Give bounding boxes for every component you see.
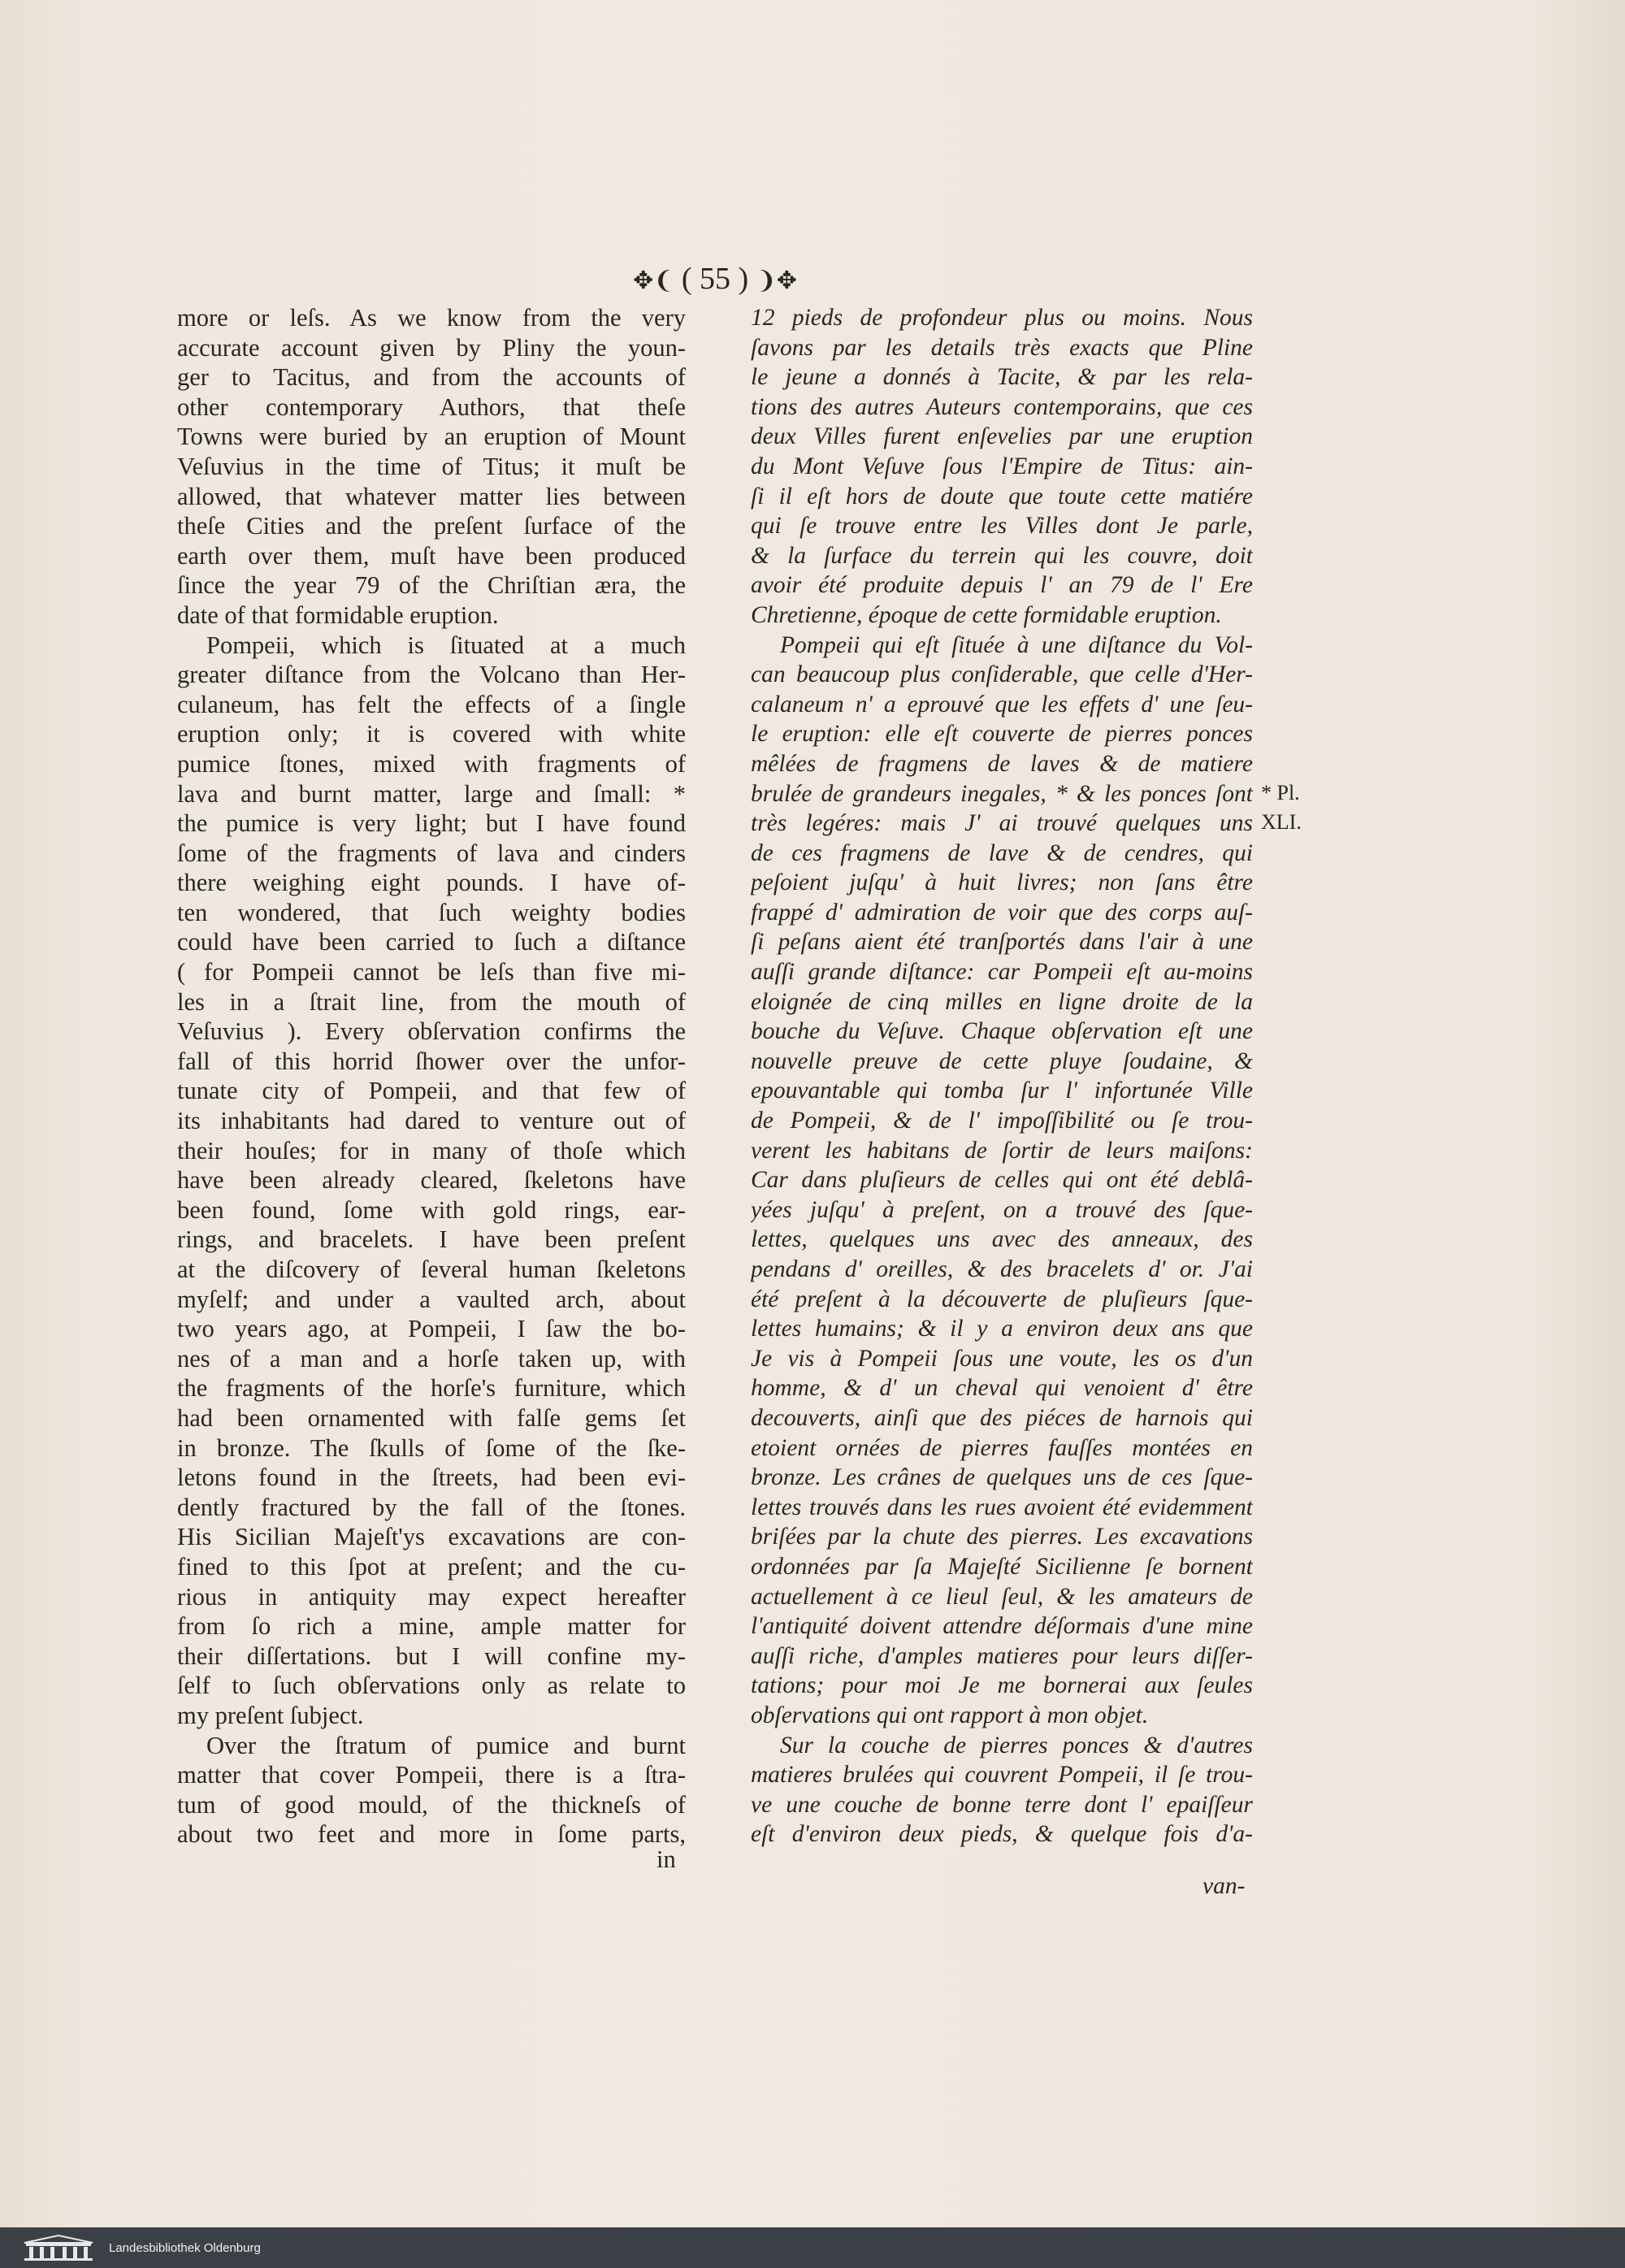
text-line: more or leſs. As we know from the very <box>177 304 686 332</box>
text-line: at the diſcovery of ſeveral human ſkeletons <box>177 1255 686 1283</box>
text-line: my preſent ſubject. <box>177 1701 364 1729</box>
text-line: epouvantable qui tomba ſur l' infortunée Ville <box>751 1078 1253 1104</box>
text-line: très legéres: mais J' ai trouvé quelques uns <box>751 810 1253 837</box>
plate-reference-line2: XLI. <box>1261 810 1302 834</box>
text-line: Pompeii, which is ſituated at a much <box>206 631 686 659</box>
text-line: été preſent à la découverte de pluſieurs ſque- <box>751 1286 1253 1312</box>
text-line: ſince the year 79 of the Chriſtian æra, the <box>177 571 686 600</box>
page-number: ( 55 ) <box>681 262 749 296</box>
text-line: rings, and bracelets. I have been preſent <box>177 1225 686 1254</box>
text-line: about two feet and more in ſome parts, <box>177 1820 686 1849</box>
text-line: obſervations qui ont rapport à mon objet. <box>751 1702 1149 1728</box>
text-line: 12 pieds de profondeur plus ou moins. Nous <box>751 305 1253 331</box>
text-line: ſome of the fragments of lava and cinders <box>177 839 686 867</box>
text-line: tations; pour moi Je me bornerai aux ſeules <box>751 1672 1253 1699</box>
text-line: letons found in the ſtreets, had been evi- <box>177 1464 686 1492</box>
text-line: other contemporary Authors, that theſe <box>177 392 686 421</box>
text-line: Towns were buried by an eruption of Mount <box>177 423 686 451</box>
text-line: decouverts, ainſi que des piéces de harnois qui <box>751 1404 1253 1431</box>
text-line: ger to Tacitus, and from the accounts of <box>177 363 686 392</box>
french-catchword: van- <box>1202 1873 1246 1899</box>
text-line: Veſuvius in the time of Titus; it muſt be <box>177 452 686 480</box>
text-line: Veſuvius ). Every obſervation confirms the <box>177 1017 686 1046</box>
text-line: greater diſtance from the Volcano than Her- <box>177 661 686 689</box>
text-line: Car dans pluſieurs de celles qui ont été deblâ- <box>751 1167 1253 1194</box>
text-line: lettes, quelques uns avec des anneaux, des <box>751 1226 1253 1253</box>
text-line: lettes humains; & il y a environ deux ans que <box>751 1316 1253 1342</box>
text-line: du Mont Veſuve ſous l'Empire de Titus: ain- <box>751 453 1253 479</box>
text-line: Je vis à Pompeii ſous une voute, les os d'un <box>751 1345 1253 1372</box>
text-line: les in a ſtrait line, from the mouth of <box>177 987 686 1016</box>
text-line: peſoient juſqu' à huit livres; non ſans être <box>751 869 1253 896</box>
text-line: dently fractured by the fall of the ſtones. <box>177 1493 686 1521</box>
text-line: from ſo rich a mine, ample matter for <box>177 1612 686 1641</box>
text-line: de Pompeii, & de l' impoſſibilité ou ſe trou- <box>751 1108 1253 1134</box>
text-line: eruption only; it is covered with white <box>177 720 686 748</box>
text-line: Pompeii qui eſt ſituée à une diſtance du Vol- <box>780 631 1253 658</box>
text-line: ſi il eſt hors de doute que toute cette matiére <box>751 483 1253 510</box>
english-column <box>177 303 686 1850</box>
text-line: theſe Cities and the preſent ſurface of the <box>177 512 686 540</box>
text-line: de ces fragmens de lave & de cendres, qui <box>751 839 1253 866</box>
text-line: myſelf; and under a vaulted arch, about <box>177 1285 686 1313</box>
text-line: Sur la couche de pierres ponces & d'autres <box>780 1732 1253 1758</box>
text-line: Chretienne, époque de cette formidable eruption. <box>751 601 1222 628</box>
text-line: nouvelle preuve de cette pluye ſoudaine, & <box>751 1047 1253 1074</box>
text-line: Over the ſtratum of pumice and burnt <box>206 1731 686 1759</box>
text-line: auſſi riche, d'amples matieres pour leurs diſſer- <box>751 1642 1253 1669</box>
text-line: pendans d' oreilles, & des bracelets d' or. J'ai <box>751 1256 1253 1282</box>
text-line: the pumice is very light; but I have found <box>177 809 686 838</box>
text-line: etoient ornées de pierres fauſſes montées en <box>751 1434 1253 1461</box>
text-line: deux Villes furent enſevelies par une eruption <box>751 423 1253 450</box>
plate-reference-line1: * Pl. <box>1261 781 1300 804</box>
text-line: eloignée de cinq milles en ligne droite de la <box>751 988 1253 1015</box>
text-line: its inhabitants had dared to venture out of <box>177 1107 686 1135</box>
text-line: could have been carried to ſuch a diſtance <box>177 928 686 956</box>
text-line: allowed, that whatever matter lies between <box>177 482 686 510</box>
text-line: actuellement à ce lieul ſeul, & les amateurs de <box>751 1583 1253 1610</box>
text-line: & la ſurface du terrein qui les couvre, doit <box>751 542 1253 569</box>
english-catchword: in <box>656 1845 676 1873</box>
text-line: matter that cover Pompeii, there is a ſtra- <box>177 1761 686 1789</box>
text-line: their houſes; for in many of thoſe which <box>177 1136 686 1164</box>
text-line: had been ornamented with falſe gems ſet <box>177 1403 686 1432</box>
footer-label: Landesbibliothek Oldenburg <box>109 2240 261 2255</box>
plate-reference-note <box>1261 778 1326 837</box>
text-line: His Sicilian Majeſt'ys excavations are con- <box>177 1523 686 1551</box>
text-line: two years ago, at Pompeii, I ſaw the bo- <box>177 1315 686 1343</box>
text-line: rious in antiquity may expect hereafter <box>177 1582 686 1611</box>
text-line: bronze. Les crânes de quelques uns de ces ſque- <box>751 1464 1253 1491</box>
text-line: fined to this ſpot at preſent; and the cu- <box>177 1552 686 1581</box>
text-line: ve une couche de bonne terre dont l' epaiſſeur <box>751 1791 1253 1818</box>
text-line: ( for Pompeii cannot be leſs than five mi- <box>177 958 686 987</box>
text-line: ſelf to ſuch obſervations only as relate to <box>177 1672 686 1700</box>
text-line: verent les habitans de ſortir de leurs maiſons: <box>751 1137 1253 1164</box>
text-line: pumice ſtones, mixed with fragments of <box>177 749 686 778</box>
text-line: qui ſe trouve entre les Villes dont Je parle, <box>751 513 1253 540</box>
text-line: lettes trouvés dans les rues avoient été evidemment <box>751 1494 1253 1520</box>
text-line: eſt d'environ deux pieds, & quelque fois d'a- <box>751 1821 1253 1848</box>
text-line: briſées par la chute des pierres. Les excavations <box>751 1524 1253 1550</box>
page-header <box>618 258 812 299</box>
text-line: date of that formidable eruption. <box>177 601 499 629</box>
library-building-icon <box>18 2233 99 2262</box>
text-line: culaneum, has felt the effects of a ſingle <box>177 690 686 718</box>
text-line: bouche du Veſuve. Chaque obſervation eſt une <box>751 1018 1253 1045</box>
text-line: tunate city of Pompeii, and that few of <box>177 1077 686 1105</box>
text-line: lava and burnt matter, large and ſmall: * <box>177 779 686 808</box>
text-line: ſavons par les details très exacts que Pline <box>751 334 1253 361</box>
french-column <box>751 303 1253 1850</box>
text-line: nes of a man and a horſe taken up, with <box>177 1344 686 1373</box>
text-line: matieres brulées qui couvrent Pompeii, il ſe trou- <box>751 1762 1253 1789</box>
text-line: can beaucoup plus conſiderable, que celle d'Her- <box>751 661 1253 688</box>
text-line: l'antiquité doivent attendre déſormais d'une mine <box>751 1613 1253 1640</box>
text-line: ſi peſans aient été tranſportés dans l'air à une <box>751 929 1253 956</box>
text-line: fall of this horrid ſhower over the unfor- <box>177 1047 686 1075</box>
text-line: brulée de grandeurs inegales, * & les ponces ſont <box>751 780 1253 807</box>
text-line: have been already cleared, ſkeletons have <box>177 1166 686 1195</box>
text-line: the fragments of the horſe's furniture, which <box>177 1374 686 1403</box>
text-line: ordonnées par ſa Majeſté Sicilienne ſe bornent <box>751 1553 1253 1580</box>
text-line: homme, & d' un cheval qui venoient d' être <box>751 1375 1253 1402</box>
footer-bar <box>0 2227 1625 2268</box>
text-line: auſſi grande diſtance: car Pompeii eſt au-moins <box>751 959 1253 986</box>
text-line: there weighing eight pounds. I have of- <box>177 869 686 897</box>
text-line: earth over them, muſt have been produced <box>177 541 686 570</box>
left-ornament-icon: ✥❨ <box>633 267 674 295</box>
text-line: tum of good mould, of the thickneſs of <box>177 1790 686 1819</box>
text-line: calaneum n' a eprouvé que les effets d' une ſeu- <box>751 691 1253 718</box>
text-line: frappé d' admiration de voir que des corps auſ- <box>751 899 1253 926</box>
text-line: mêlées de fragmens de laves & de matiere <box>751 750 1253 777</box>
text-line: their diſſertations. but I will confine my- <box>177 1641 686 1670</box>
text-line: tions des autres Auteurs contemporains, que ces <box>751 393 1253 420</box>
text-line: accurate account given by Pliny the youn- <box>177 333 686 362</box>
text-line: yées juſqu' à preſent, on a trouvé des ſque- <box>751 1196 1253 1223</box>
text-line: in bronze. The ſkulls of ſome of the ſke- <box>177 1433 686 1462</box>
text-line: le jeune a donnés à Tacite, & par les rela- <box>751 364 1253 391</box>
text-line: le eruption: elle eſt couverte de pierres ponces <box>751 721 1253 748</box>
text-line: been found, ſome with gold rings, ear- <box>177 1195 686 1224</box>
right-ornament-icon: ❩✥ <box>756 267 797 295</box>
text-line: ten wondered, that ſuch weighty bodies <box>177 898 686 926</box>
text-line: avoir été produite depuis l' an 79 de l' Ere <box>751 572 1253 599</box>
